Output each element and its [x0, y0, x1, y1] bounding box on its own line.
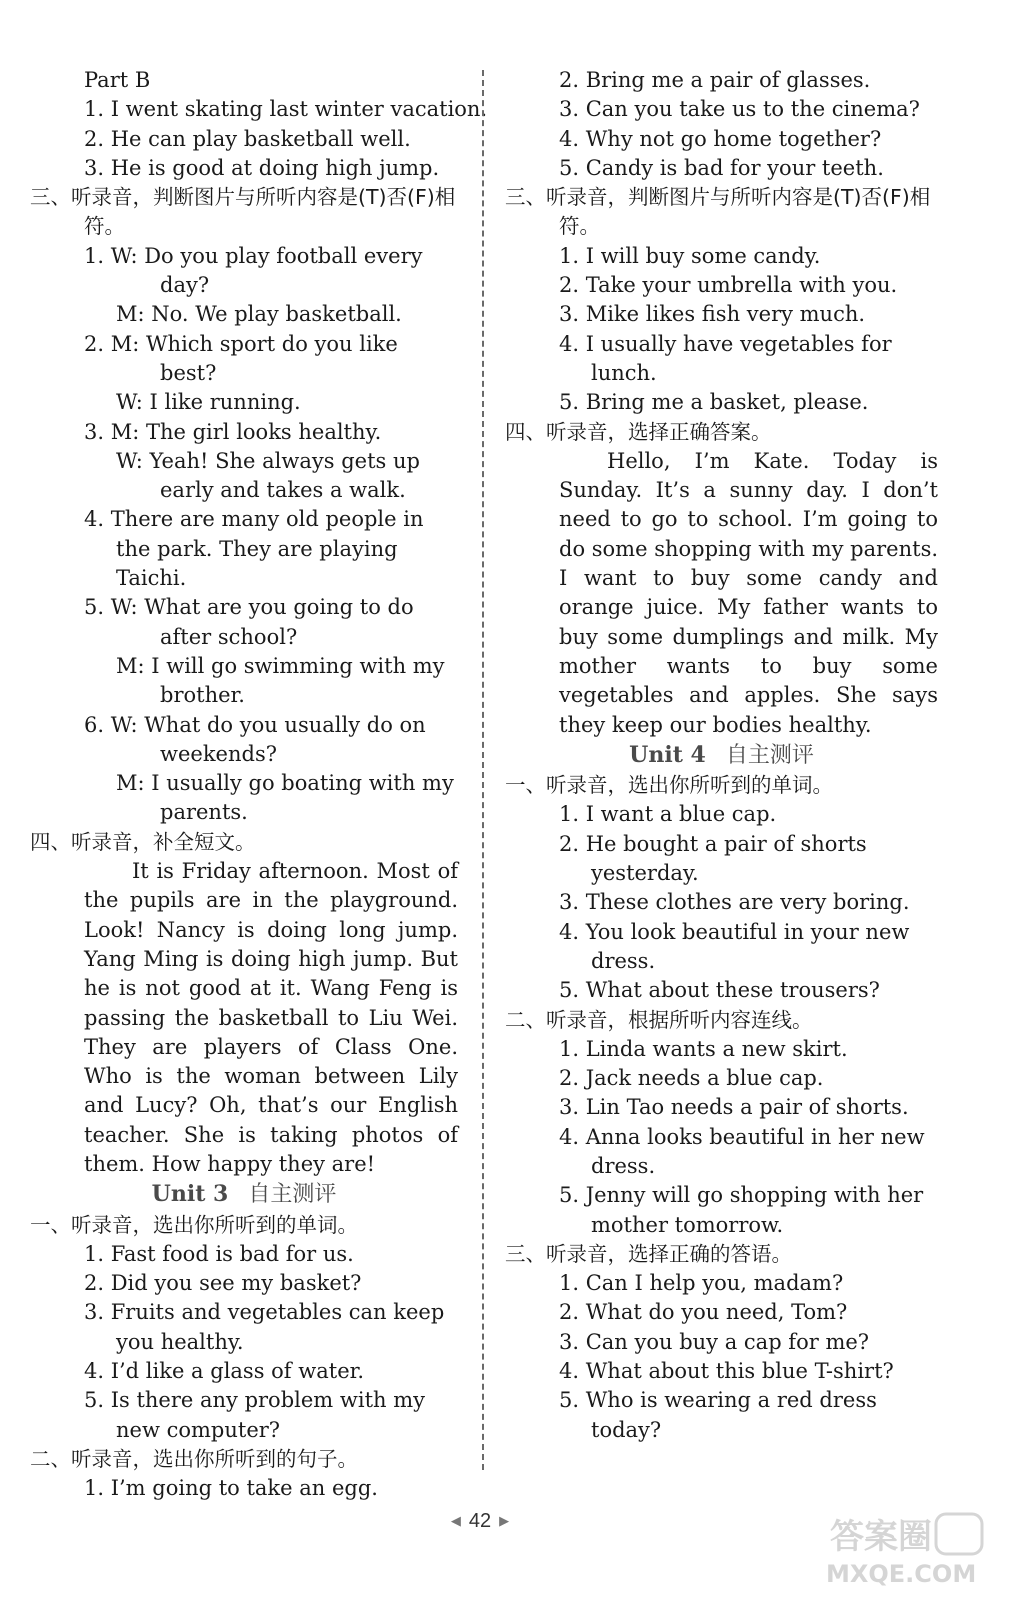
text-line: Part B: [84, 68, 151, 92]
text-line: 2. Jack needs a blue cap.: [559, 1066, 824, 1091]
text-line: W: I like running.: [116, 390, 301, 415]
text-line: 2. M: Which sport do you like best?: [84, 331, 398, 385]
text-line: 1. I went skating last winter vacation.: [84, 97, 488, 122]
text-line: 1. W: Do you play football every day?: [84, 243, 423, 298]
section-heading: 三、听录音，选择正确的答语。: [505, 1241, 792, 1266]
text-line: 3. M: The girl looks healthy.: [84, 419, 382, 444]
text-line: 1. Can I help you, madam?: [559, 1271, 844, 1296]
text-line: 5. What about these trousers?: [559, 978, 880, 1003]
next-page-icon[interactable]: ▶: [499, 1513, 510, 1528]
text-line: 3. Can you buy a cap for me?: [559, 1329, 870, 1354]
text-line: 6. W: What do you usually do on weekends?: [84, 712, 426, 766]
text-line: 5. Bring me a basket, please.: [559, 390, 869, 415]
right-column: [505, 66, 938, 1445]
text-line: 2. Bring me a pair of glasses.: [559, 68, 871, 92]
text-line: W: Yeah! She always gets up early and takes a walk.: [116, 448, 420, 503]
text-line: 4. What about this blue T-shirt?: [559, 1359, 894, 1384]
text-line: 3. These clothes are very boring.: [559, 890, 910, 915]
text-line: 5. Who is wearing a red dress today?: [559, 1388, 877, 1442]
text-line: 3. He is good at doing high jump.: [84, 155, 440, 180]
text-line: 5. Jenny will go shopping with her mother tomorrow.: [559, 1183, 924, 1237]
watermark-line2: MXQE.COM: [826, 1560, 977, 1588]
text-line: M: I usually go boating with my parents.: [116, 771, 454, 825]
page-number-bar: [440, 1506, 520, 1536]
left-column: [30, 66, 488, 1504]
section-heading: 四、听录音，补全短文。: [30, 829, 256, 854]
text-line: 1. Fast food is bad for us.: [84, 1241, 354, 1266]
section-heading: 一、听录音，选出你所听到的单词。: [505, 773, 833, 798]
text-line: 1. I want a blue cap.: [559, 802, 777, 827]
section-heading: 三、听录音，判断图片与所听内容是(T)否(F)相符。: [505, 185, 931, 239]
watermark-logo: [818, 1510, 998, 1590]
section-heading: 二、听录音，选出你所听到的句子。: [30, 1446, 358, 1471]
prev-page-icon[interactable]: ◀: [450, 1513, 461, 1528]
page-number: 42: [468, 1510, 492, 1532]
unit-heading: [30, 1180, 458, 1209]
section-heading: 四、听录音，选择正确答案。: [505, 419, 772, 444]
section-heading: 三、听录音，判断图片与所听内容是(T)否(F)相符。: [30, 185, 456, 239]
text-line: 2. Take your umbrella with you.: [559, 273, 898, 298]
text-line: 4. Why not go home together?: [559, 126, 882, 151]
unit-heading-number: Unit 3: [151, 1181, 229, 1208]
text-line: 2. He bought a pair of shorts yesterday.: [559, 831, 867, 886]
text-line: 4. I usually have vegetables for lunch.: [559, 331, 892, 385]
text-line: 5. Is there any problem with my new computer?: [84, 1388, 425, 1442]
text-line: 4. You look beautiful in your new dress.: [559, 919, 910, 973]
watermark-line1: 答案圈: [830, 1517, 932, 1557]
text-line: 3. Mike likes fish very much.: [559, 302, 866, 327]
text-line: 2. Did you see my basket?: [84, 1271, 362, 1296]
text-line: 4. I’d like a glass of water.: [84, 1359, 365, 1384]
unit-heading-title: 自主测评: [248, 1182, 337, 1208]
unit-heading-number: Unit 4: [629, 741, 706, 768]
text-line: 5. W: What are you going to do after school?: [84, 595, 414, 649]
unit-heading-title: 自主测评: [725, 742, 814, 768]
text-line: M: No. We play basketball.: [116, 302, 402, 327]
text-line: 3. Lin Tao needs a pair of shorts.: [559, 1095, 909, 1120]
text-line: 4. Anna looks beautiful in her new dress.: [559, 1124, 925, 1178]
text-line: 2. What do you need, Tom?: [559, 1300, 848, 1325]
text-line: 5. Candy is bad for your teeth.: [559, 155, 884, 180]
passage-paragraph: Hello, I’m Kate. Today is Sunday. It’s a sunny day. I don’t need to go to school. I’m going to do some shopping with my parents. I want to buy some candy and orange juice. My father wants to buy some dumplings and milk. My mother wants to buy some vegetables and apples. She says they keep our bodies healthy.: [559, 448, 939, 737]
text-line: 1. Linda wants a new skirt.: [559, 1036, 848, 1061]
column-divider: [482, 70, 484, 1470]
section-heading: 一、听录音，选出你所听到的单词。: [30, 1212, 358, 1237]
text-line: 4. There are many old people in the park. They are playing Taichi.: [84, 507, 424, 591]
text-line: M: I will go swimming with my brother.: [116, 653, 445, 708]
text-line: 3. Can you take us to the cinema?: [559, 97, 920, 122]
text-line: 3. Fruits and vegetables can keep you healthy.: [84, 1300, 445, 1354]
unit-heading: [505, 741, 938, 770]
text-line: 2. He can play basketball well.: [84, 126, 411, 151]
section-heading: 二、听录音，根据所听内容连线。: [505, 1007, 813, 1032]
text-line: 1. I’m going to take an egg.: [84, 1476, 378, 1501]
passage-paragraph: It is Friday afternoon. Most of the pupils are in the playground. Look! Nancy is doing long jump. Yang Ming is doing high jump. But he is not good at it. Wang Feng is passing the basketball to Liu Wei. They are players of Class One. Who is the woman between Lily and Lucy? Oh, that’s our English teacher. She is taking photos of them. How happy they are!: [84, 859, 458, 1176]
text-line: 1. I will buy some candy.: [559, 243, 821, 268]
